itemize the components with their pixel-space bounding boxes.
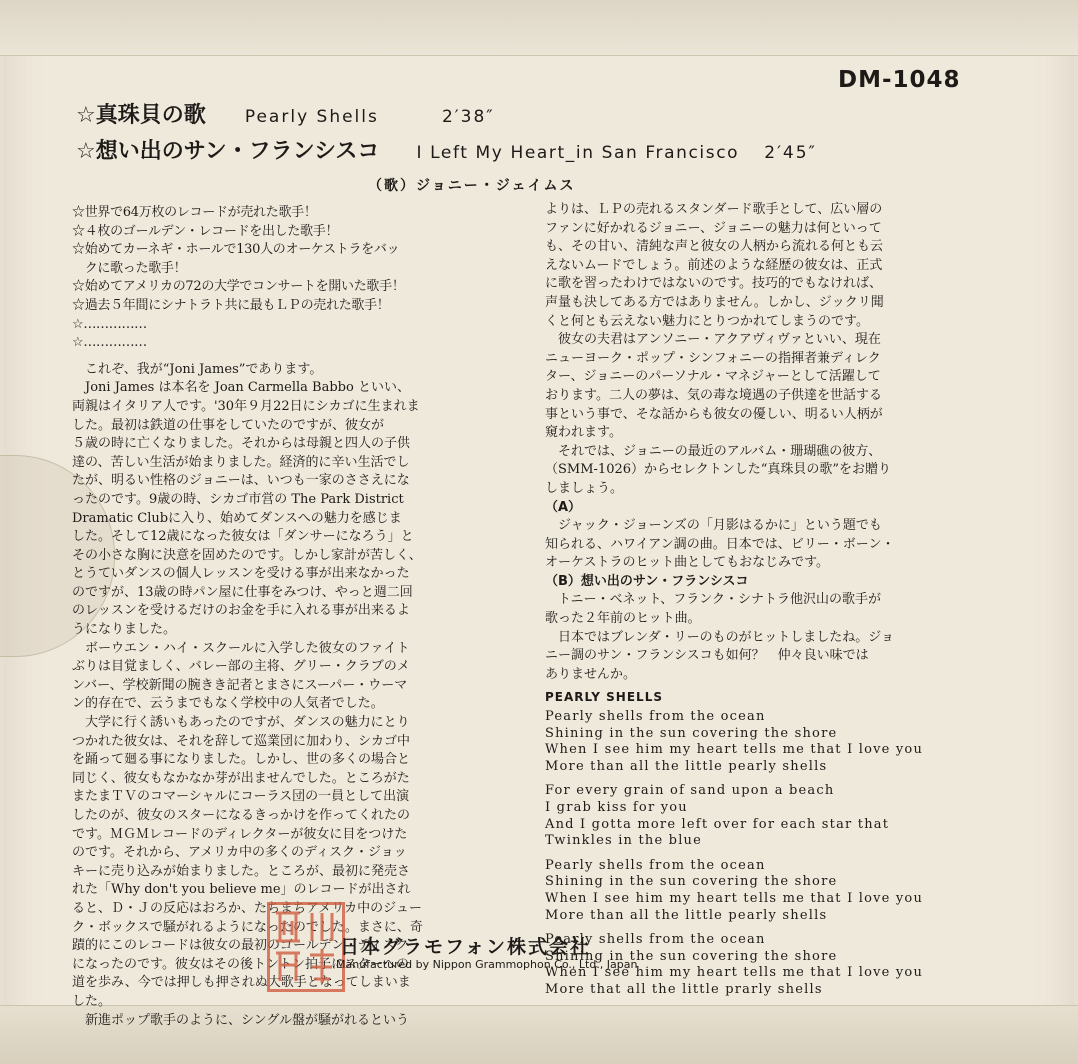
text-line: した。	[72, 993, 112, 1009]
lyric-line: Pearly shells from the ocean	[545, 932, 766, 948]
highlight-item: クに歌った歌手！	[72, 260, 187, 276]
text-line: しましょう。	[545, 480, 624, 496]
text-line: ファンに好かれるジョニー、ジョニーの魅力は何といって	[545, 220, 882, 236]
lyric-line: Twinkles in the blue	[545, 833, 703, 849]
manufacturer-name-jp: 日本グラモフォン株式会社	[340, 936, 592, 958]
text-line: のですが、13歳の時パン屋に仕事をみつけ、やっと週二回	[72, 584, 413, 600]
sleeve-top-fold	[0, 0, 1078, 56]
highlight-item: ☆世界で64万枚のレコードが売れた歌手！	[72, 205, 317, 220]
text-line: Dramatic Clubに入り、始めてダンスへの魅力を感じま	[72, 510, 402, 526]
lyric-line: More than all the little pearly shells	[545, 907, 828, 923]
lyric-line: And I gotta more left over for each star that	[545, 816, 890, 832]
highlight-item: ☆始めてアメリカの72の大学でコンサートを開いた歌手！	[72, 279, 405, 295]
text-line: ぶりは目覚ましく、バレー部の主将、グリー・クラブのメ	[72, 659, 410, 675]
text-line: おります。二人の夢は、気の毒な境遇の子供達を世話する	[545, 387, 882, 403]
text-line: オーケストラのヒット曲としてもおなじみです。	[545, 555, 830, 571]
text-line: になったのです。彼女はその後トントン拍子にスターへの	[72, 956, 409, 972]
text-line: 新進ポップ歌手のように、シングル盤が騒がれるという	[72, 1012, 410, 1028]
text-line: です。ＭＧＭレコードのディレクターが彼女に目をつけた	[72, 826, 408, 842]
liner-notes-right-column	[545, 201, 975, 999]
text-line: ク・ボックスで騒がれるようになったのでした。まさに、奇	[72, 919, 423, 935]
track-2-title-en: I Left My Heart_in San Francisco	[416, 143, 740, 163]
text-line: 彼女の夫君はアンソニー・アクアヴィヴァといい、現在	[545, 332, 881, 348]
track-1-title-row	[76, 98, 495, 129]
singer-credit: （歌）ジョニー・ジェイムス	[368, 178, 576, 194]
text-line: キーに売り込みが始まりました。ところが、最初に発売さ	[72, 863, 411, 879]
text-line: 日本ではブレンダ・リーのものがヒットしましたね。ジョ	[545, 629, 894, 645]
text-line: 両親はイタリア人です。'30年９月22日にシカゴに生まれま	[72, 398, 420, 414]
text-line: えないムードでしょう。前述のような経歴の彼女は、正式	[545, 257, 883, 273]
text-line: 声量も決してある方ではありません。しかし、ジックリ聞	[545, 294, 884, 310]
lyric-line: When I see him my heart tells me that I love you	[545, 965, 924, 981]
text-line: ジャック・ジョーンズの「月影はるかに」という題でも	[545, 518, 882, 534]
text-line: トニー・ベネット、フランク・シナトラ他沢山の歌手が	[545, 592, 882, 608]
highlight-item: ☆……………	[72, 316, 147, 332]
text-line: のです。それから、アメリカ中の多くのディスク・ジョッ	[72, 845, 407, 861]
text-line: 歌った２年前のヒット曲。	[545, 611, 701, 627]
lyric-line: More than all the little pearly shells	[545, 758, 828, 774]
text-line: のレッスンを受けるだけのお金を手に入れる事が出来るよ	[72, 603, 410, 619]
highlight-item: ☆始めてカーネギ・ホールで130人のオーケストラをバッ	[72, 242, 400, 258]
text-line: したのが、彼女のスターになるきっかけを作ってくれたの	[72, 808, 411, 823]
text-line: ニューヨーク・ポップ・シンフォニーの指揮者兼ディレク	[545, 350, 881, 366]
text-line: Joni James は本名を Joan Carmella Babbo といい、	[72, 380, 410, 396]
manufacturer-name-en: Manufactured by Nippon Grammophon Co., Ltd., Japan	[336, 958, 638, 971]
text-line: とうていダンスの個人レッスンを受ける事が出来なかった	[72, 566, 410, 582]
text-line: 事という事で、そな話からも彼女の優しい、明るい人柄が	[545, 406, 883, 422]
track-2-title-row	[76, 134, 817, 165]
lyrics-stanza	[545, 783, 975, 849]
text-line: つかれた彼女は、それを辞して巡業団に加わり、シカゴ中	[72, 733, 411, 749]
catalog-number: DM-1048	[838, 67, 961, 93]
ownership-seal-stamp	[267, 902, 345, 992]
lyric-line: When I see him my heart tells me that I love you	[545, 890, 924, 906]
section-a-heading: （A）	[545, 499, 582, 515]
text-line: これぞ、我が“Joni James”であります。	[72, 361, 323, 377]
highlights-list	[72, 204, 500, 353]
highlight-item: ☆……………	[72, 335, 147, 351]
text-line: ン的存在で、云うまでもなく学校中の人気者でした。	[72, 696, 384, 712]
text-line: ボーウエン・ハイ・スクールに入学した彼女のファイト	[72, 640, 410, 656]
text-line: またまＴＶのコマーシャルにコーラス団の一員として出演	[72, 789, 410, 805]
lyric-line: When I see him my heart tells me that I love you	[545, 742, 924, 758]
text-line: ありませんか。	[545, 666, 637, 682]
lyric-line: Pearly shells from the ocean	[545, 857, 766, 873]
text-line: うになりました。	[72, 622, 177, 638]
text-line: 窺われます。	[545, 425, 622, 441]
lyric-line: Shining in the sun covering the shore	[545, 874, 838, 890]
text-line: ニー調のサン・フランシスコも如何？ 仲々良い味では	[545, 648, 869, 664]
lyric-line: Shining in the sun covering the shore	[545, 725, 838, 741]
lyric-line: Pearly shells from the ocean	[545, 709, 766, 725]
text-line: れた「Why don't you believe me」のレコードが出され	[72, 882, 411, 898]
text-line: ター、ジョニーのパーソナル・マネジャーとして活躍して	[545, 369, 881, 385]
lyric-line: Shining in the sun covering the shore	[545, 948, 838, 964]
text-line: ンバー、学校新聞の腕きき記者とまさにスーパー・ウーマ	[72, 677, 408, 693]
text-line: 道を歩み、今では押しも押されぬ大歌手となってしまいま	[72, 975, 411, 991]
track-1-title-en: Pearly Shells	[244, 107, 379, 127]
track-1-duration: 2′38″	[441, 107, 495, 127]
text-line: 知られる、ハワイアン調の曲。日本では、ビリー・ボーン・	[545, 536, 895, 552]
text-line: その小さな胸に決意を固めたのです。しかし家計が苦しく、	[72, 547, 422, 563]
text-line: に歌を習ったわけではないのです。技巧的でもなければ、	[545, 276, 882, 292]
highlight-item: ☆過去５年間にシナトラト共に最もＬＰの売れた歌手！	[72, 297, 390, 313]
text-line: した。そして12歳になった彼女は「ダンサーになろう」と	[72, 529, 414, 545]
seal-glyphs-icon	[270, 905, 342, 989]
highlight-item: ☆４枚のゴールデン・レコードを出した歌手！	[72, 223, 339, 239]
text-line: ると、Ｄ・Ｊの反応はおろか、たちまちアメリカ中のジュー	[72, 900, 422, 916]
text-line: 大学に行く誘いもあったのですが、ダンスの魅力にとり	[72, 715, 410, 731]
section-b-heading: （B）想い出のサン・フランシスコ	[545, 573, 749, 589]
text-line: ったのです。9歳の時、シカゴ市営の The Park District	[72, 491, 404, 507]
text-line: くと何とも云えない魅力にとりつかれてしまうのです。	[545, 313, 869, 329]
text-line: （SMM-1026）からセレクトンした“真珠貝の歌”をお贈り	[545, 462, 892, 478]
track-1-title-jp: ☆真珠貝の歌	[76, 103, 206, 128]
lyric-line: For every grain of sand upon a beach	[545, 783, 835, 799]
lyric-line: More that all the little prarly shells	[545, 981, 823, 997]
lyrics-stanza	[545, 858, 975, 924]
track-2-duration: 2′45″	[764, 143, 817, 163]
text-line: を踊って廻る事になりました。しかし、世の多くの場合と	[72, 752, 411, 768]
text-line: も、その甘い、清純な声と彼女の人柄から流れる何とも云	[545, 239, 884, 255]
lyric-line: I grab kiss for you	[545, 800, 688, 815]
track-2-title-jp: ☆想い出のサン・フランシスコ	[76, 139, 380, 164]
lyrics-title: PEARLY SHELLS	[545, 690, 663, 705]
text-line: ５歳の時に亡くなりました。それからは母親と四人の子供	[72, 436, 411, 452]
text-line: した。最初は鉄道の仕事をしていたのですが、彼女が	[72, 417, 385, 433]
text-line: よりは、ＬＰの売れるスタンダード歌手として、広い層の	[545, 202, 883, 217]
text-line: 同じく、彼女もなかなか芽が出ませんでした。ところがた	[72, 770, 410, 786]
text-line: それでは、ジョニーの最近のアルバム・珊瑚礁の彼方、	[545, 443, 882, 459]
text-line: たが、明るい性格のジョニーは、いつも一家のささえにな	[72, 473, 410, 489]
text-line: 蹟的にこのレコードは彼女の最初のゴールデン・ディスク	[72, 938, 409, 954]
text-line: 達の、苦しい生活が始まりました。経済的に辛い生活でし	[72, 454, 410, 470]
lyrics-stanza	[545, 709, 975, 775]
